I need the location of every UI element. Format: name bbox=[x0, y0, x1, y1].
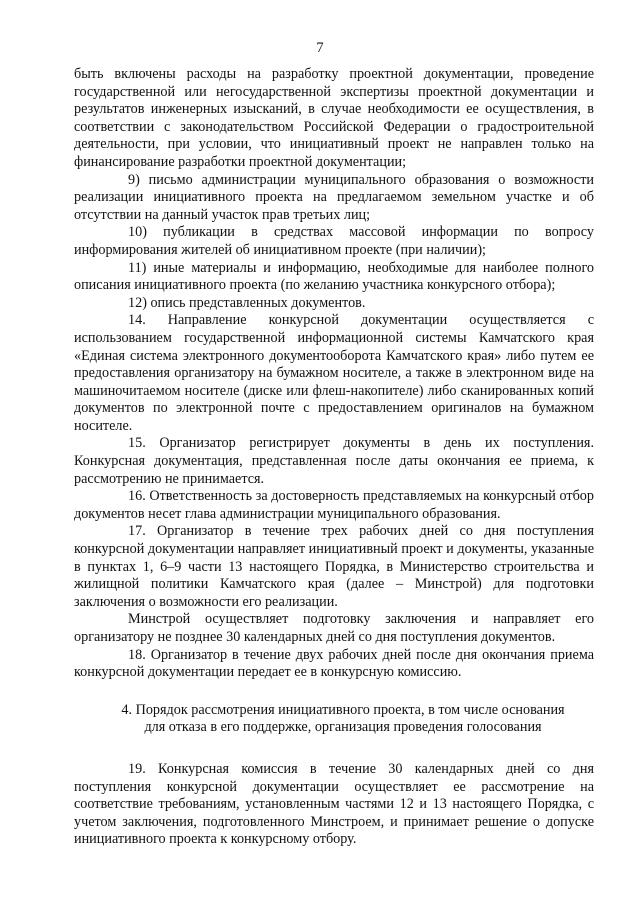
paragraph: 10) публикации в средствах массовой информации по вопросу информирования жителей об инициативном проекте (при наличии); bbox=[74, 224, 594, 258]
paragraph: 14. Направление конкурсной документации осуществляется с использованием государственной информационной системы Камчатского края «Единая система электронного документооборота Камчатского края» либо путем ее предоставления организатору на бумажном носителе, а также в электронном виде на машиночитаемом носителе (диске или флеш-накопителе) либо сканированных копий документов по электронной почте с предоставлением оригиналов на бумажном носителе. bbox=[74, 312, 594, 434]
paragraphs-bottom bbox=[74, 761, 594, 849]
section-heading-line: 4. Порядок рассмотрения инициативного проекта, в том числе основания bbox=[121, 701, 565, 718]
paragraph: 15. Организатор регистрирует документы в день их поступления. Конкурсная документация, представленная после даты окончания ее приема, к рассмотрению не принимается. bbox=[74, 435, 594, 487]
paragraph: быть включены расходы на разработку проектной документации, проведение государственной или негосударственной экспертизы проектной документации и результатов инженерных изысканий, в случае необходимости ее осуществления, в соответствии с законодательством Российской Федерации о градостроительной деятельности, при условии, что инициативный проект не направлен только на финансирование разработки проектной документации; bbox=[74, 66, 594, 170]
paragraphs-top bbox=[74, 66, 594, 682]
paragraph: 11) иные материалы и информацию, необходимые для наиболее полного описания инициативного проекта (по желанию участника конкурсного отбора); bbox=[74, 259, 594, 294]
paragraph: 18. Организатор в течение двух рабочих дней после дня окончания приема конкурсной документации передает ее в конкурсную комиссию. bbox=[74, 646, 594, 681]
spacer bbox=[74, 737, 594, 761]
section-heading-line: для отказа в его поддержке, организация проведения голосования bbox=[144, 719, 542, 736]
page-number: 7 bbox=[316, 40, 324, 56]
section-heading bbox=[74, 702, 594, 737]
document-body bbox=[74, 66, 594, 849]
paragraph: 12) опись представленных документов. bbox=[128, 294, 366, 311]
paragraph: 9) письмо администрации муниципального образования о возможности реализации инициативного проекта на предлагаемом земельном участке и об отсутствии на данный участок прав третьих лиц; bbox=[74, 171, 594, 223]
paragraph: 19. Конкурсная комиссия в течение 30 календарных дней со дня поступления конкурсной документации осуществляет ее рассмотрение на соответствие требованиям, установленным частями 12 и 13 настоящего Порядка, с учетом заключения, подготовленного Минстроем, и принимает решение о допуске инициативного проекта к конкурсному отбору. bbox=[74, 760, 594, 848]
paragraph: 17. Организатор в течение трех рабочих дней со дня поступления конкурсной документации направляет инициативный проект и документы, указанные в пунктах 1, 6–9 части 13 настоящего Порядка, в Министерство строительства и жилищной политики Камчатского края (далее – Минстрой) для подготовки заключения о возможности его реализации. bbox=[74, 523, 594, 610]
paragraph: Минстрой осуществляет подготовку заключения и направляет его организатору не позднее 30 календарных дней со дня поступления документов. bbox=[74, 611, 594, 645]
paragraph: 16. Ответственность за достоверность представляемых на конкурсный отбор документов несет глава администрации муниципального образования. bbox=[74, 488, 594, 522]
